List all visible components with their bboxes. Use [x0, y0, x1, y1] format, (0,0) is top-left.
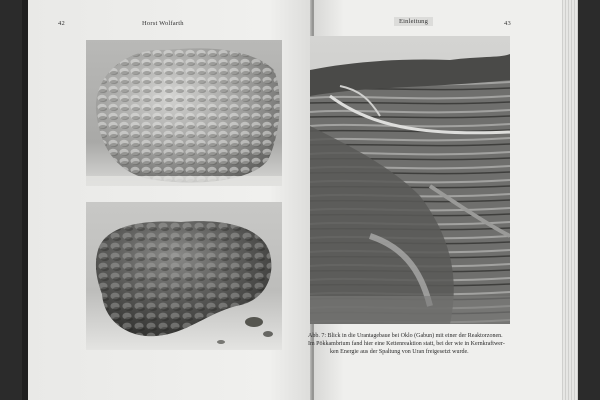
page-number-left: 42: [58, 20, 65, 27]
page-number-right: 43: [504, 20, 511, 27]
caption-line-2: Im Pökkambrium fand hier eine Kettenreaktion statt, bei der wie in Kernkraftwer-: [308, 341, 505, 347]
figure-caption: [308, 332, 514, 356]
caption-line-1: Abb. 7: Blick in die Urantagebaue bei Oklo (Gabun) mit einer der Reaktorzonen.: [308, 333, 503, 339]
running-head-left: Horst Wolfarth: [142, 20, 184, 27]
running-head-right: Einleitung: [394, 17, 433, 26]
rock-photo-bottom: [86, 202, 282, 350]
page-edges: [562, 0, 578, 400]
caption-line-3: ken Energie aus der Spaltung von Uran freigesetzt wurde.: [330, 349, 469, 355]
rock-photo-top: [86, 40, 282, 186]
mine-photo: [310, 36, 510, 324]
